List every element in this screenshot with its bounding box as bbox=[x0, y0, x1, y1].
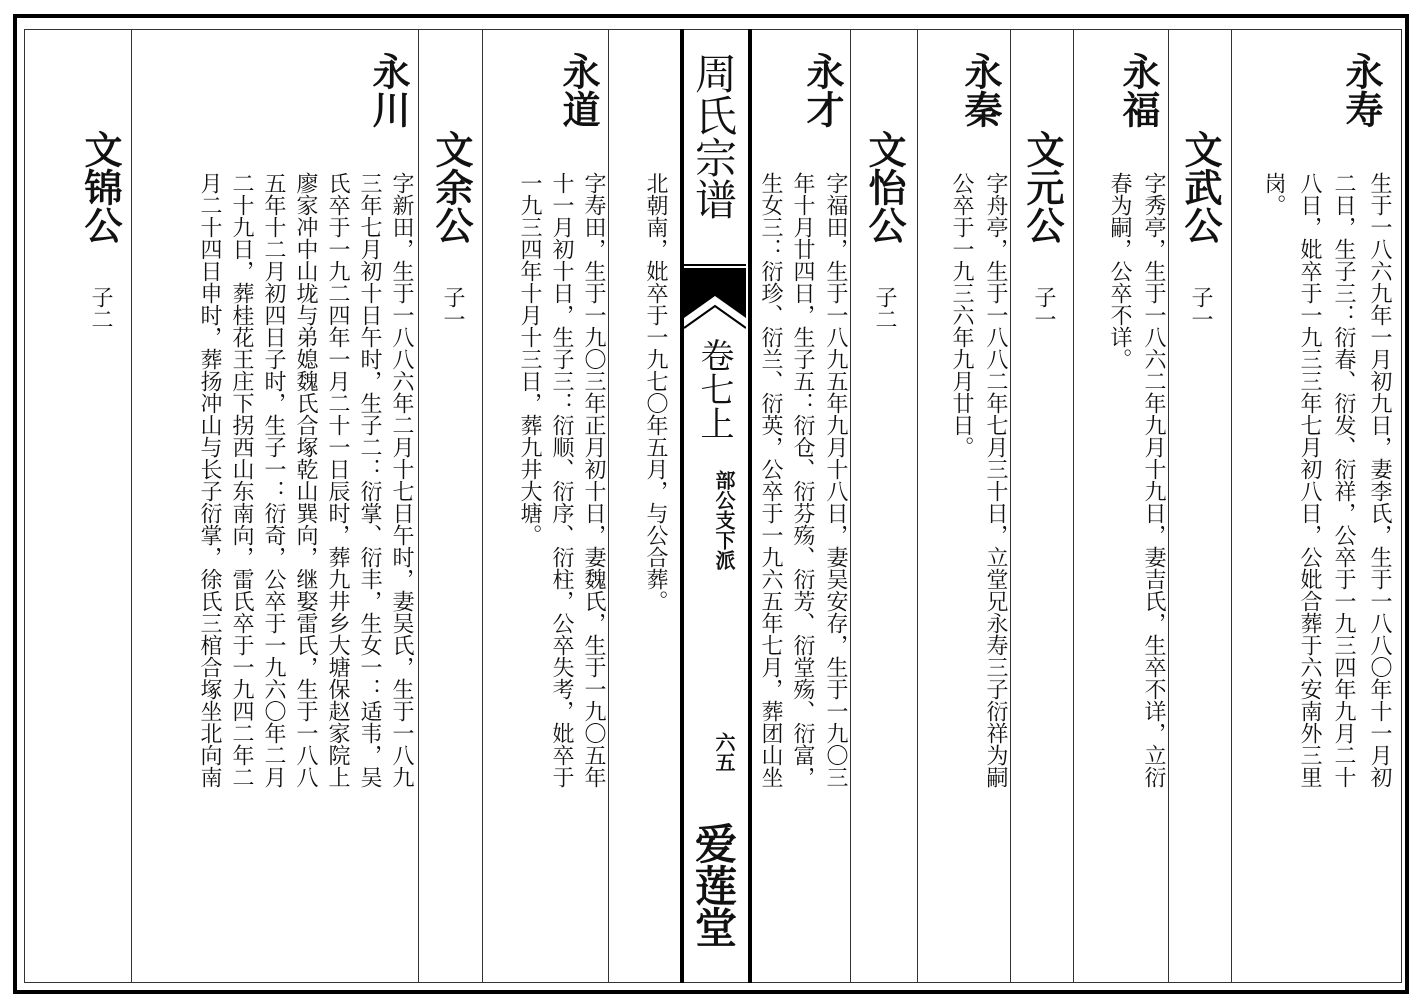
banxin-title: 周氏宗谱 bbox=[689, 52, 738, 220]
column-divider bbox=[418, 29, 419, 983]
yongcai-text-line: 生女三：衍珍、衍兰、衍英，公卒于一九六五年七月，葬团山坐 bbox=[758, 172, 783, 788]
banxin-branch: 部公支下派 bbox=[712, 470, 736, 570]
yongchuan-text-line: 月二十四日申时，葬扬冲山与长子衍掌，徐氏三棺合塚坐北向南 bbox=[197, 172, 222, 788]
yongfu-text-line: 字秀亭，生于一八六二年九月十九日，妻吉氏，生卒不详，立衍 bbox=[1141, 172, 1166, 788]
yongfu-text-line: 春为嗣，公卒不详。 bbox=[1107, 172, 1132, 370]
person-name-yongqin: 永秦 bbox=[958, 52, 1003, 128]
banxin-hall-name: 爱莲堂 bbox=[689, 822, 738, 948]
column-divider bbox=[917, 29, 918, 983]
yongchuan-text-line: 五年十二月初四日子时，生子一：衍奇，公卒于一九六〇年二月 bbox=[261, 172, 286, 788]
yongcai-text-line: 字福田，生于一八九五年九月十八日，妻吴安存，生于一九〇三 bbox=[823, 172, 848, 788]
generation-name-wenyu: 文余公 bbox=[429, 130, 474, 244]
generation-name-wenyuan: 文元公 bbox=[1020, 130, 1065, 244]
column-divider bbox=[482, 29, 483, 983]
yongchuan-text-line: 字新田，生于一八八六年二月十七日午时，妻吴氏，生于一八九 bbox=[389, 172, 414, 788]
generation-name-wenyi: 文怡公 bbox=[862, 130, 907, 244]
yongchuan-text-line: 三年七月初十日午时，生子二：衍掌、衍丰，生女一：适韦，吴 bbox=[357, 172, 382, 788]
column-divider bbox=[1231, 29, 1232, 983]
yongchuan-text-line: 廖家冲中山垅与弟媳魏氏合塚乾山巽向，继娶雷氏，生于一八八 bbox=[293, 172, 318, 788]
banxin-page-number: 六五 bbox=[712, 732, 736, 772]
yongchuan-text-line: 氏卒于一九二四年一月二十一日辰时，葬九井乡大塘保赵家院上 bbox=[325, 172, 350, 788]
person-name-yongfu: 永福 bbox=[1116, 52, 1161, 128]
sons-count-wenyu: 子一 bbox=[440, 286, 465, 330]
yongshou-text-line: 生于一八六九年一月初九日，妻李氏，生于一八八〇年十一月初 bbox=[1367, 172, 1392, 788]
banxin-rule bbox=[684, 264, 746, 266]
sons-count-wenjin: 子二 bbox=[88, 286, 113, 330]
yongqin-text-line: 字舟亭，生于一八八二年七月三十日，立堂兄永寿三子衍祥为嗣 bbox=[983, 172, 1008, 788]
sons-count-wenwu: 子一 bbox=[1188, 286, 1213, 330]
generation-name-wenwu: 文武公 bbox=[1178, 130, 1223, 244]
fish-tail-ornament bbox=[684, 268, 746, 334]
column-divider bbox=[1073, 29, 1074, 983]
banxin-border-right bbox=[680, 29, 684, 983]
generation-name-wenjin: 文锦公 bbox=[78, 130, 123, 244]
yongshou-text-line: 岗。 bbox=[1261, 172, 1286, 216]
yongshou-text-line: 二日，生子三：衍春、衍发、衍祥，公卒于一九三四年九月二十 bbox=[1331, 172, 1356, 788]
banxin-border-left bbox=[748, 29, 752, 983]
yongdao-text-line: 十一月初十日，生子三：衍顺、衍序、衍柱，公卒失考，妣卒于 bbox=[549, 172, 574, 788]
person-name-yongdao: 永道 bbox=[556, 52, 601, 128]
sons-count-wenyi: 子二 bbox=[872, 286, 897, 330]
column-divider bbox=[131, 29, 132, 983]
yongdao-text-line: 字寿田，生于一九〇三年正月初十日，妻魏氏，生于一九〇五年 bbox=[581, 172, 606, 788]
yongshou-text-line: 八日，妣卒于一九三三年七月初八日，公妣合葬于六安南外三里 bbox=[1297, 172, 1322, 788]
yongchuan-text-line: 二十九日，葬桂花王庄下拐西山东南向，雷氏卒于一九四二年二 bbox=[229, 172, 254, 788]
yongdao-text-line: 一九三四年十月十三日，葬九井大塘。 bbox=[517, 172, 542, 546]
person-name-yongcai: 永才 bbox=[800, 52, 845, 128]
banxin-volume: 卷七上 bbox=[694, 338, 734, 440]
person-name-yongchuan: 永川 bbox=[366, 52, 411, 128]
yongqin-text-line: 公卒于一九三六年九月廿日。 bbox=[949, 172, 974, 458]
person-name-yongshou: 永寿 bbox=[1339, 52, 1384, 128]
sons-count-wenyuan: 子一 bbox=[1031, 286, 1056, 330]
yongcai-text-line: 年十月廿四日，生子五：衍仓、衍芬殇、衍芳、衍堂殇、衍富， bbox=[790, 172, 815, 788]
continued-text-line: 北朝南，妣卒于一九七〇年五月，与公合葬。 bbox=[643, 172, 668, 612]
